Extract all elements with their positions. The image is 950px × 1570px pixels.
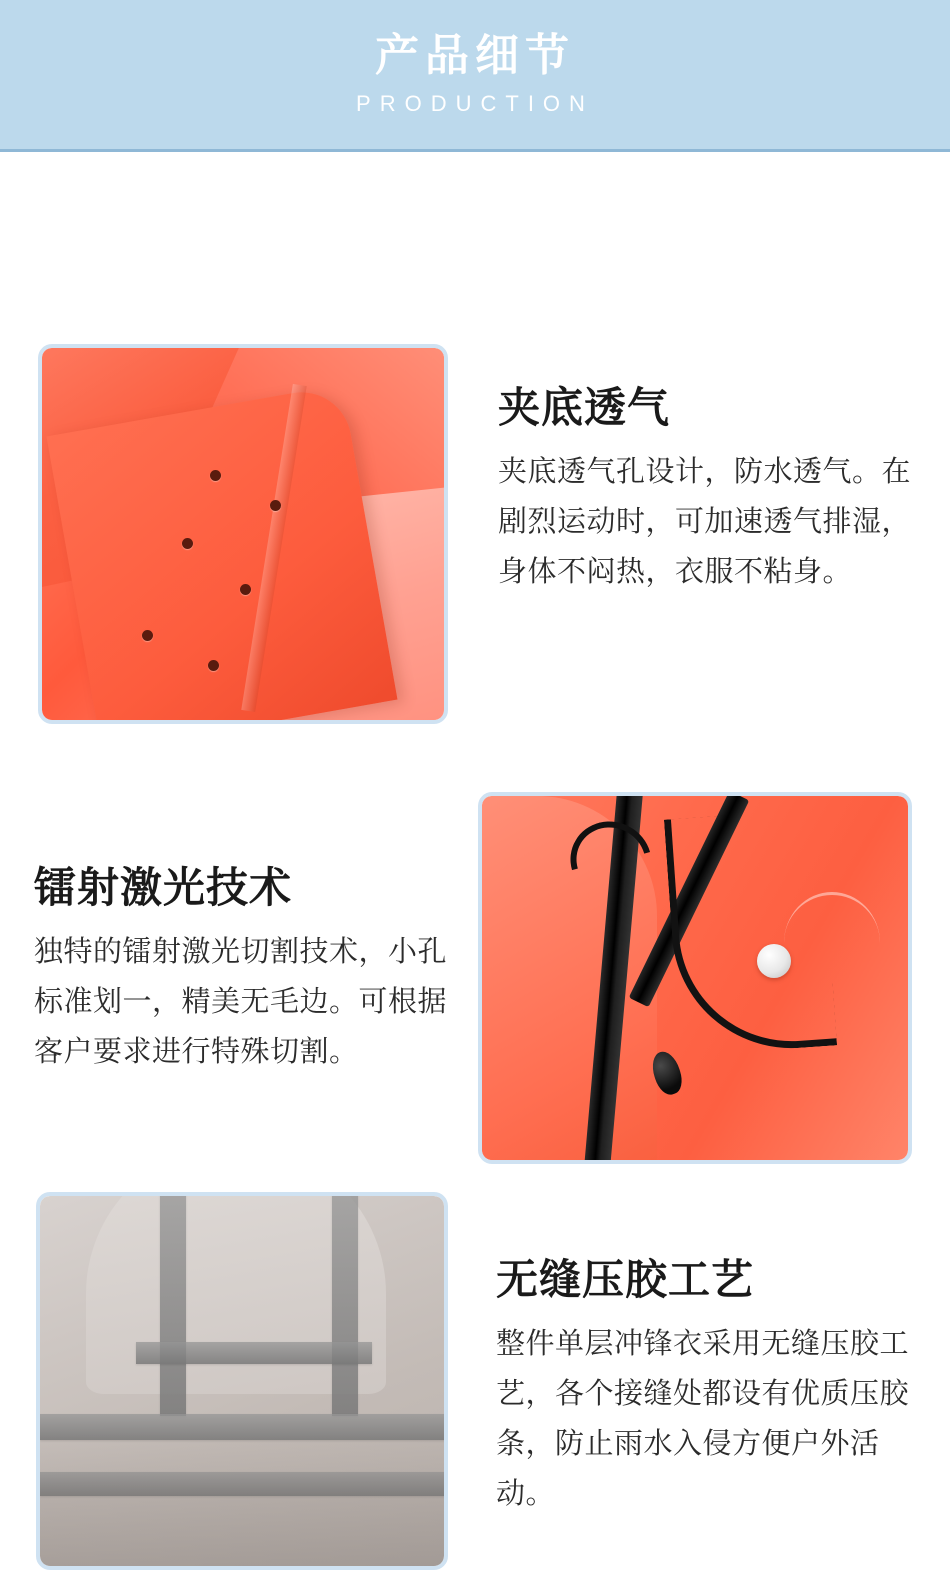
vent-hole-icon [210, 470, 221, 481]
vent-hole-icon [182, 538, 193, 549]
photo-inner [42, 348, 444, 720]
seam-taping-photo [36, 1192, 448, 1570]
lining-shadow [40, 1426, 444, 1566]
seam-tape-vertical-right [332, 1196, 358, 1416]
photo-inner [40, 1196, 444, 1566]
page-subtitle: PRODUCTION [356, 90, 594, 116]
seam-tape-horizontal-top [136, 1342, 372, 1364]
seamless-text-column [496, 1256, 922, 1520]
breathable-text-column [498, 384, 918, 598]
page-title: 产品细节 [375, 31, 575, 81]
vent-hole-icon [142, 630, 153, 641]
vent-hole-icon [270, 500, 281, 511]
photo-inner [482, 796, 908, 1160]
laser-text-column [34, 864, 464, 1078]
laser-body: 独特的镭射激光切割技术，小孔标准划一，精美无毛边。可根据客户要求进行特殊切割。 [34, 936, 448, 1069]
vent-hole-icon [240, 584, 251, 595]
breathable-body: 夹底透气孔设计，防水透气。在剧烈运动时，可加速透气排湿，身体不闷热，衣服不粘身。 [498, 456, 912, 589]
vent-hole-icon [208, 660, 219, 671]
laser-heading: 镭射激光技术 [34, 864, 293, 911]
zipper-drawcord-photo [478, 792, 912, 1164]
seam-tape-vertical-left [160, 1196, 186, 1416]
red-fabric-vent-holes-photo [38, 344, 448, 724]
seamless-heading: 无缝压胶工艺 [496, 1256, 755, 1303]
page-header [0, 0, 950, 152]
fabric-flap [46, 384, 397, 720]
seamless-body: 整件单层冲锋衣采用无缝压胶工艺，各个接缝处都设有优质压胶条，防止雨水入侵方便户外活动。 [496, 1328, 910, 1510]
breathable-heading: 夹底透气 [498, 384, 671, 431]
